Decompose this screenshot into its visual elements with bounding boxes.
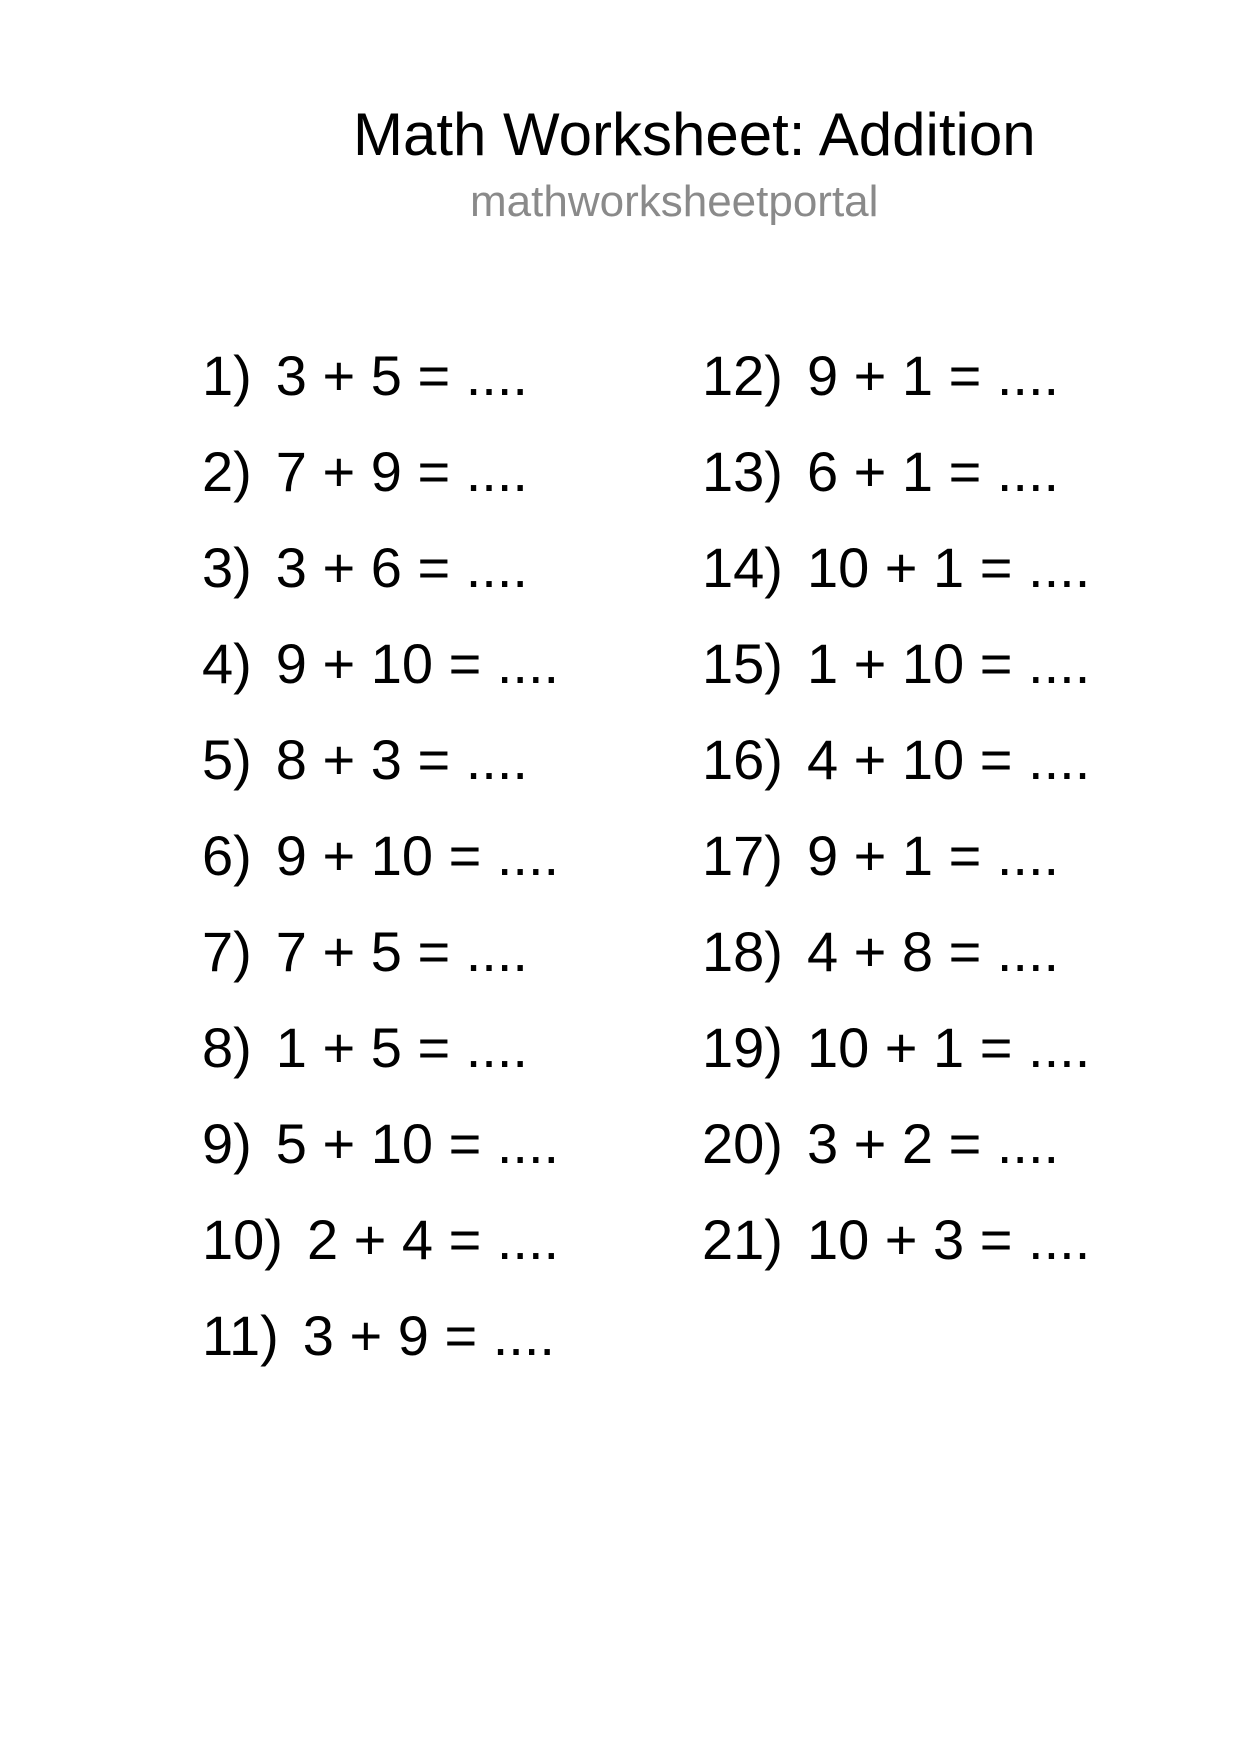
problem-number: 9): [202, 1112, 252, 1175]
problem-expression: 9 + 10 = ....: [275, 632, 560, 695]
problem-row: [202, 1304, 559, 1367]
problem-row: [202, 536, 559, 599]
problem-number: 11): [202, 1304, 279, 1367]
problem-number: 16): [702, 728, 783, 791]
problem-row: [202, 1112, 560, 1175]
problem-row: [202, 1208, 560, 1271]
problem-expression: 5 + 10 = ....: [275, 1112, 560, 1175]
problem-expression: 4 + 10 = ....: [806, 728, 1091, 791]
problem-row: [202, 440, 559, 503]
problem-row: [702, 728, 1091, 791]
problem-number: 1): [202, 344, 252, 407]
problem-expression: 3 + 6 = ....: [275, 536, 528, 599]
problem-expression: 3 + 9 = ....: [302, 1304, 555, 1367]
problem-row: [202, 344, 559, 407]
problem-number: 12): [702, 344, 783, 407]
page-subtitle: mathworksheetportal: [470, 177, 879, 226]
problems-column-left: [202, 344, 560, 1367]
problem-number: 17): [702, 824, 783, 887]
problem-expression: 10 + 3 = ....: [806, 1208, 1091, 1271]
problem-row: [702, 1112, 1090, 1175]
problem-number: 5): [202, 728, 252, 791]
problem-number: 4): [202, 632, 252, 695]
problem-row: [702, 536, 1091, 599]
problem-expression: 2 + 4 = ....: [306, 1208, 560, 1271]
problem-row: [702, 1016, 1091, 1079]
problem-row: [202, 632, 560, 695]
page-title: Math Worksheet: Addition: [353, 101, 1036, 168]
problem-number: 20): [702, 1112, 783, 1175]
problem-expression: 9 + 1 = ....: [806, 344, 1060, 407]
problem-expression: 9 + 10 = ....: [275, 824, 560, 887]
problem-row: [702, 824, 1090, 887]
problem-expression: 1 + 10 = ....: [806, 632, 1091, 695]
problem-expression: 3 + 2 = ....: [806, 1112, 1060, 1175]
problem-expression: 1 + 5 = ....: [275, 1016, 528, 1079]
problems-column-right: [702, 344, 1091, 1271]
problem-number: 13): [702, 440, 783, 503]
problem-row: [202, 920, 559, 983]
problem-number: 3): [202, 536, 252, 599]
problem-row: [202, 1016, 559, 1079]
problem-expression: 9 + 1 = ....: [806, 824, 1060, 887]
problem-row: [702, 440, 1090, 503]
problem-expression: 4 + 8 = ....: [806, 920, 1060, 983]
problem-row: [702, 1208, 1091, 1271]
problem-number: 15): [702, 632, 783, 695]
problem-row: [702, 344, 1090, 407]
problem-expression: 3 + 5 = ....: [275, 344, 528, 407]
problem-expression: 10 + 1 = ....: [806, 1016, 1091, 1079]
problem-number: 18): [702, 920, 783, 983]
problem-row: [702, 632, 1091, 695]
problem-number: 8): [202, 1016, 252, 1079]
problem-number: 19): [702, 1016, 783, 1079]
problem-expression: 6 + 1 = ....: [806, 440, 1060, 503]
problem-number: 6): [202, 824, 252, 887]
problem-number: 14): [702, 536, 783, 599]
problem-expression: 7 + 5 = ....: [275, 920, 528, 983]
problem-row: [202, 728, 559, 791]
problem-expression: 7 + 9 = ....: [275, 440, 528, 503]
problem-expression: 8 + 3 = ....: [275, 728, 528, 791]
problem-expression: 10 + 1 = ....: [806, 536, 1091, 599]
problem-number: 10): [202, 1208, 283, 1271]
problem-number: 2): [202, 440, 252, 503]
problem-number: 7): [202, 920, 252, 983]
problem-number: 21): [702, 1208, 783, 1271]
problem-row: [702, 920, 1090, 983]
problem-row: [202, 824, 560, 887]
